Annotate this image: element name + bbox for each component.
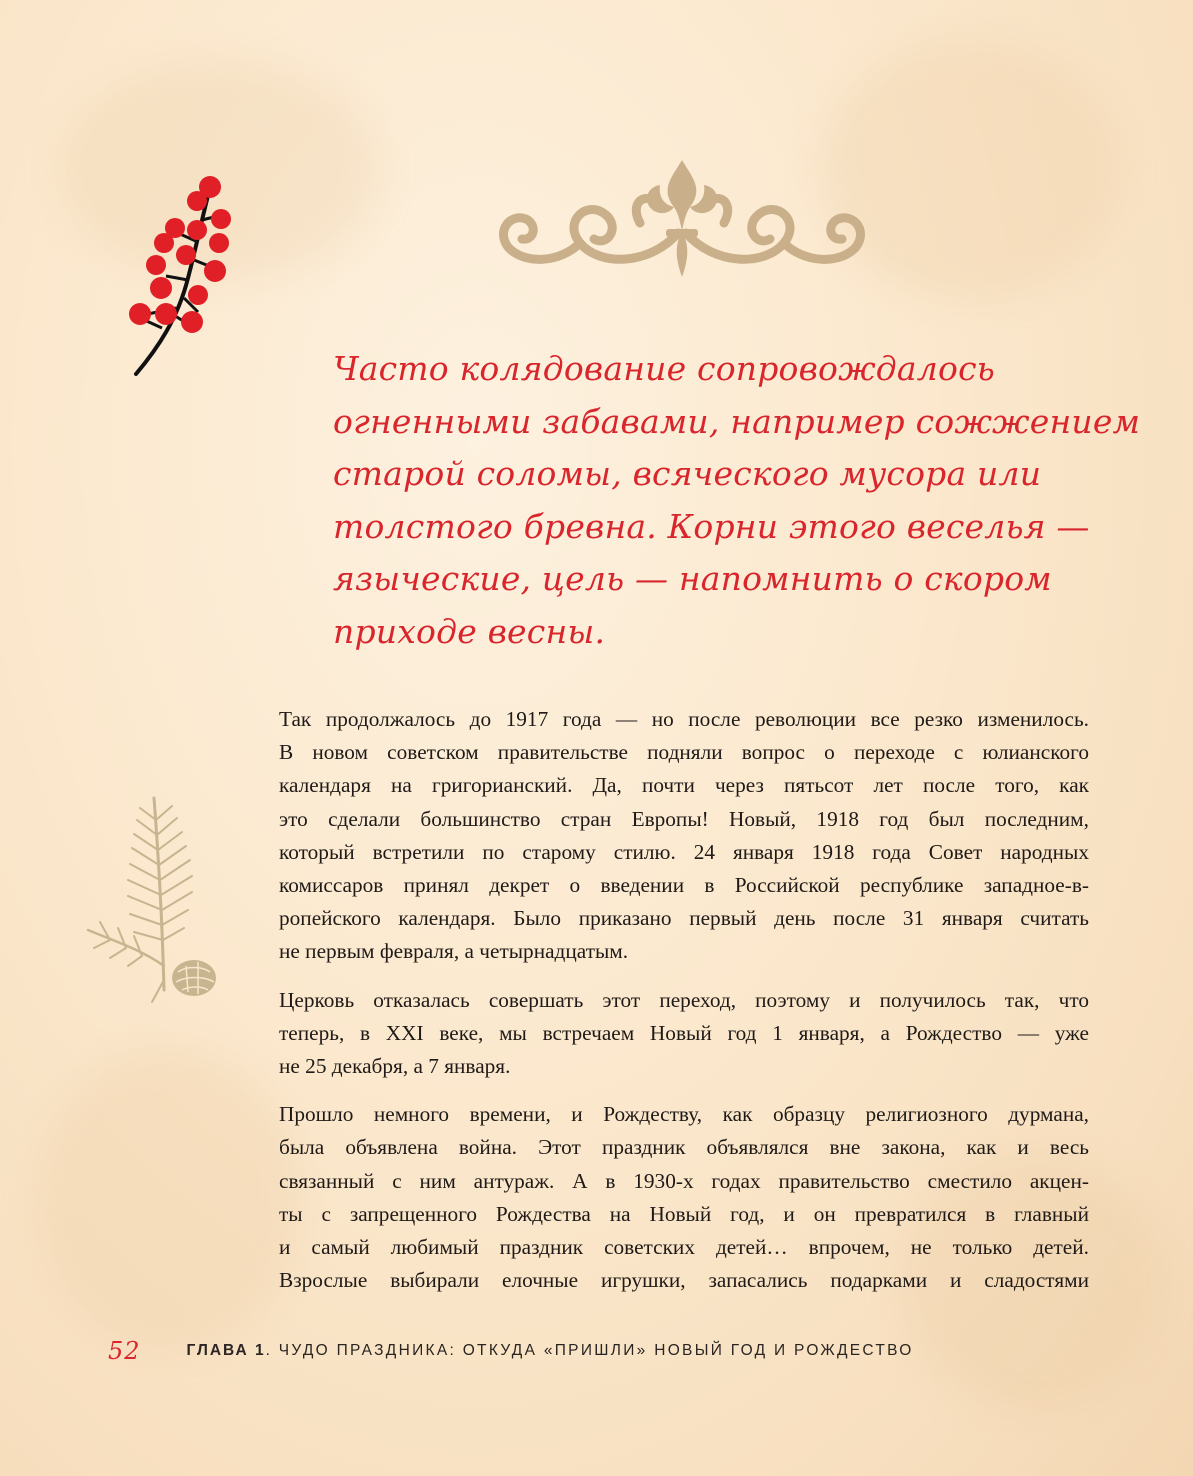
rowan-berry-sprig-icon (118, 168, 248, 383)
text-line: ты с запрещенного Рождества на Новый год, и он превратился в главный (279, 1201, 1089, 1226)
pine-branch-with-cone-icon (82, 790, 227, 1015)
text-line: это сделали большинство стран Европы! Новый, 1918 год был последним, (279, 806, 1089, 831)
quote-line: приходе весны. (333, 611, 606, 651)
quote-line: Часто колядование сопровождалось (333, 349, 995, 388)
text-line: Взрослые выбирали елочные игрушки, запасались подарками и сладостями (279, 1268, 1089, 1293)
pull-quote (333, 343, 1141, 658)
text-line: теперь, в XXI веке, мы встречаем Новый год 1 января, а Рождество — уже (279, 1020, 1089, 1045)
quote-line: старой соломы, всяческого мусора или (333, 454, 1042, 493)
text-line: не 25 декабря, а 7 января. (279, 1054, 511, 1079)
quote-line: языческие, цель — напомнить о скором (333, 559, 1052, 598)
fleur-de-lis-scroll-ornament-icon (490, 155, 875, 285)
text-line: была объявлена война. Этот праздник объявлялся вне закона, как и весь (279, 1135, 1089, 1160)
page-number: 52 (108, 1337, 141, 1365)
text-line: календаря на григорианский. Да, почти через пятьсот лет после того, как (279, 773, 1089, 798)
body-text (279, 703, 1089, 1312)
paragraph (279, 984, 1089, 1084)
chapter-title: . ЧУДО ПРАЗДНИКА: ОТКУДА «ПРИШЛИ» НОВЫЙ ГОД И РОЖДЕСТВО (265, 1342, 914, 1359)
paragraph (279, 703, 1089, 969)
quote-line: огненными забавами, например сожжением (333, 401, 1141, 441)
text-line: и самый любимый праздник советских детей… впрочем, не только детей. (279, 1235, 1089, 1260)
text-line: связанный с ним антураж. А в 1930-х годах правительство сместило акцен- (279, 1168, 1089, 1193)
page-footer (108, 1336, 914, 1366)
text-line: Так продолжалось до 1917 года — но после революции все резко изменилось. (279, 707, 1089, 731)
text-line: В новом советском правительстве подняли вопрос о переходе с юлианского (279, 740, 1089, 765)
text-line: ропейского календаря. Было приказано первый день после 31 января считать (279, 906, 1089, 931)
text-line: комиссаров принял декрет о введении в Российской республике западное-в- (279, 873, 1089, 898)
text-line: Прошло немного времени, и Рождеству, как образцу религиозного дурмана, (279, 1102, 1089, 1127)
text-line: который встретили по старому стилю. 24 января 1918 года Совет народных (279, 839, 1089, 864)
text-line: Церковь отказалась совершать этот переход, поэтому и получилось так, что (279, 987, 1089, 1012)
chapter-label: ГЛАВА 1 (186, 1342, 266, 1359)
text-line: не первым февраля, а четырнадцатым. (279, 939, 629, 964)
paragraph (279, 1098, 1089, 1297)
paper-stain (40, 1050, 300, 1350)
quote-line: толстого бревна. Корни этого веселья — (333, 506, 1090, 546)
